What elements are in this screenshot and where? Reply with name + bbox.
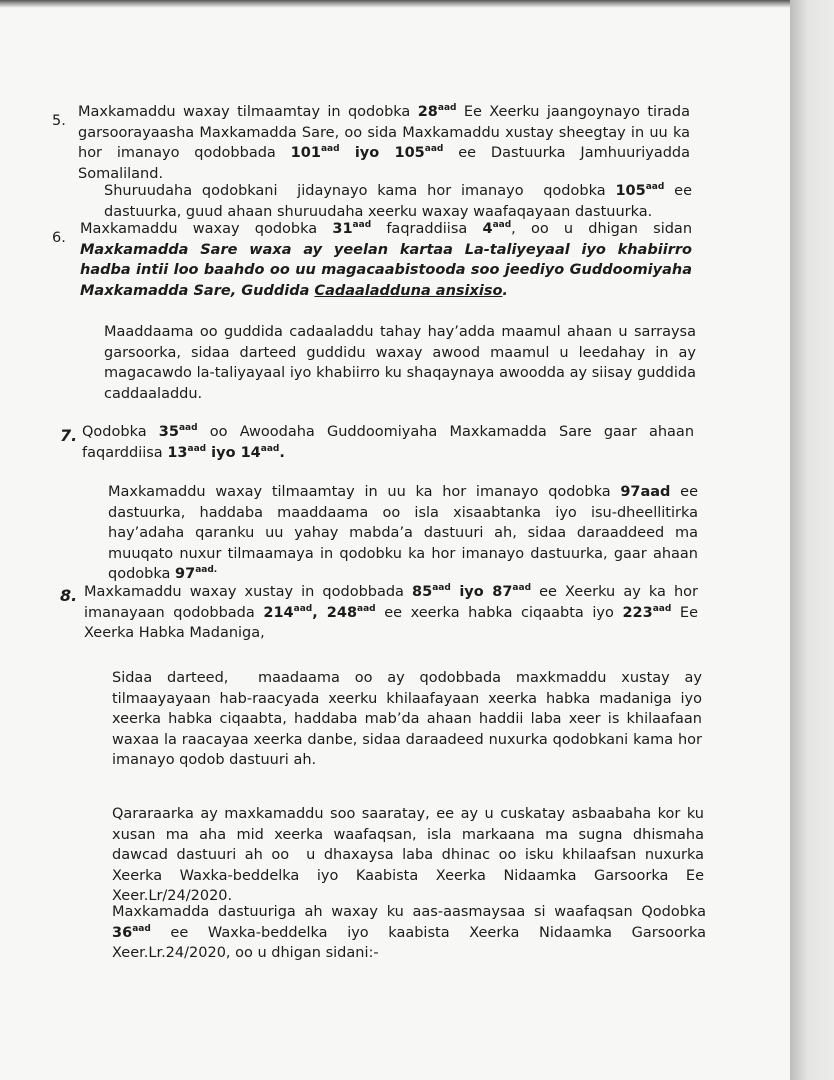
paragraph-7: Qodobka $35^{aad}$ oo Awoodaha Guddoomiyaha Maxkamadda Sare gaar ahaan faqarddiisa $13^{aad}$ iyo $14^{aad}$. <box>82 423 695 461</box>
paragraph-8: Maxkamaddu waxay xustay in qodobbada $85^{aad}$ iyo $87^{aad}$ ee Xeerku ay ka hor imanayaan qodobbada $214^{aad}$, $248^{aad}$ ee xeerka habka ciqaabta iyo $223^{aad}$ Ee Xeerka Habka Madaniga, <box>84 583 698 641</box>
paragraph-8-comment: Sidaa darteed, maadaama oo ay qodobbada maxkmaddu xustay ay tilmaayayaan hab-raacyada xeerku khilaafayaan xeerka habka madaniga iyo xeerka habka ciqaabta, haddaba mab’da ahaan haddii laba xeer is khilaafaan waxaa la raacayaa xeerka danbe, sidaa daraadeed nuxurka qodobkani kama hor imanayo qodob dastuuri ah. <box>112 670 702 768</box>
paragraph-5: Maxkamaddu waxay tilmaamtay in qodobka $28^{aad}$ Ee Xeerku jaangoynayo tirada garsoorayaasha Maxkamadda Sare, oo sida Maxkamaddu xustay sheegtay in uu ka hor imanayo qodobbada $101^{aad}$ iyo $105^{aad}$ ee Dastuurka Jamhuuriyadda Somaliland. <box>78 103 691 182</box>
item-number-5: 5. <box>52 113 66 129</box>
paragraph-6-comment: Maaddaama oo guddida cadaaladdu tahay hay’adda maamul ahaan u sarraysa garsoorka, sidaa darteed guddidu waxay awood maamul u leedahay in ay magacawdo la-taliyayaal iyo khabiirro ku shaqaynaya awoodda ay siisay guddida caddaaladdu. <box>104 324 696 402</box>
paragraph-5-comment: Shuruudaha qodobkani jidaynayo kama hor imanayo qodobka $105^{aad}$ ee dastuurka, guud ahaan shuruudaha xeerku waxay waafaqayaan dastuurka. <box>104 182 692 220</box>
paragraph-7-comment: Maxkamaddu waxay tilmaamtay in uu ka hor imanayo qodobka 97aad ee dastuurka, haddaba maaddaama oo isla xisaabtanka iyo isu-dheellitirka hay’adaha qaranku uu yahay mabda’a dastuuri ah, sidaa daraaddeed ma muuqato nuxur tilmaamaya in qodobku ka hor imanayo dastuurka, gaar ahaan qodobka $97^{aad.}$ <box>108 484 699 582</box>
item-number-6: 6. <box>52 230 66 246</box>
item-number-8: 8. <box>60 586 78 605</box>
paragraph-ruling: Maxkamadda dastuuriga ah waxay ku aas-aasmaysaa si waafaqsan Qodobka $36^{aad}$ ee Waxka-beddelka iyo kaabista Xeerka Nidaamka Garsoorka Xeer.Lr.24/2020, oo u dhigan sidani:- <box>112 904 706 961</box>
scan-background-edge <box>790 0 834 1080</box>
scan-top-edge <box>0 0 790 8</box>
item-number-7: 7. <box>60 426 78 445</box>
paragraph-conclusion: Qararaarka ay maxkamaddu soo saaratay, ee ay u cuskatay asbaabaha kor ku xusan ma aha mid xeerka waafaqsan, isla markaana ma sugna dhismaha dawcad dastuuri ah oo u dhaxaysa laba dhinac oo isku khilaafsan nuxurka Xeerka Waxka-beddelka iyo Kaabista Xeerka Nidaamka Garsoorka Ee Xeer.Lr/24/2020. <box>112 806 704 904</box>
paragraph-6: Maxkamaddu waxay qodobka $31^{aad}$ faqraddiisa $4^{aad}$, oo u dhigan sidan Maxkamadda Sare waxa ay yeelan kartaa La-taliyeyaal iyo khabiirro hadba intii loo baahdo oo uu magacaabistooda soo jeediyo Guddoomiyaha Maxkamadda Sare, Guddida Cadaaladduna ansixiso. <box>80 220 693 299</box>
